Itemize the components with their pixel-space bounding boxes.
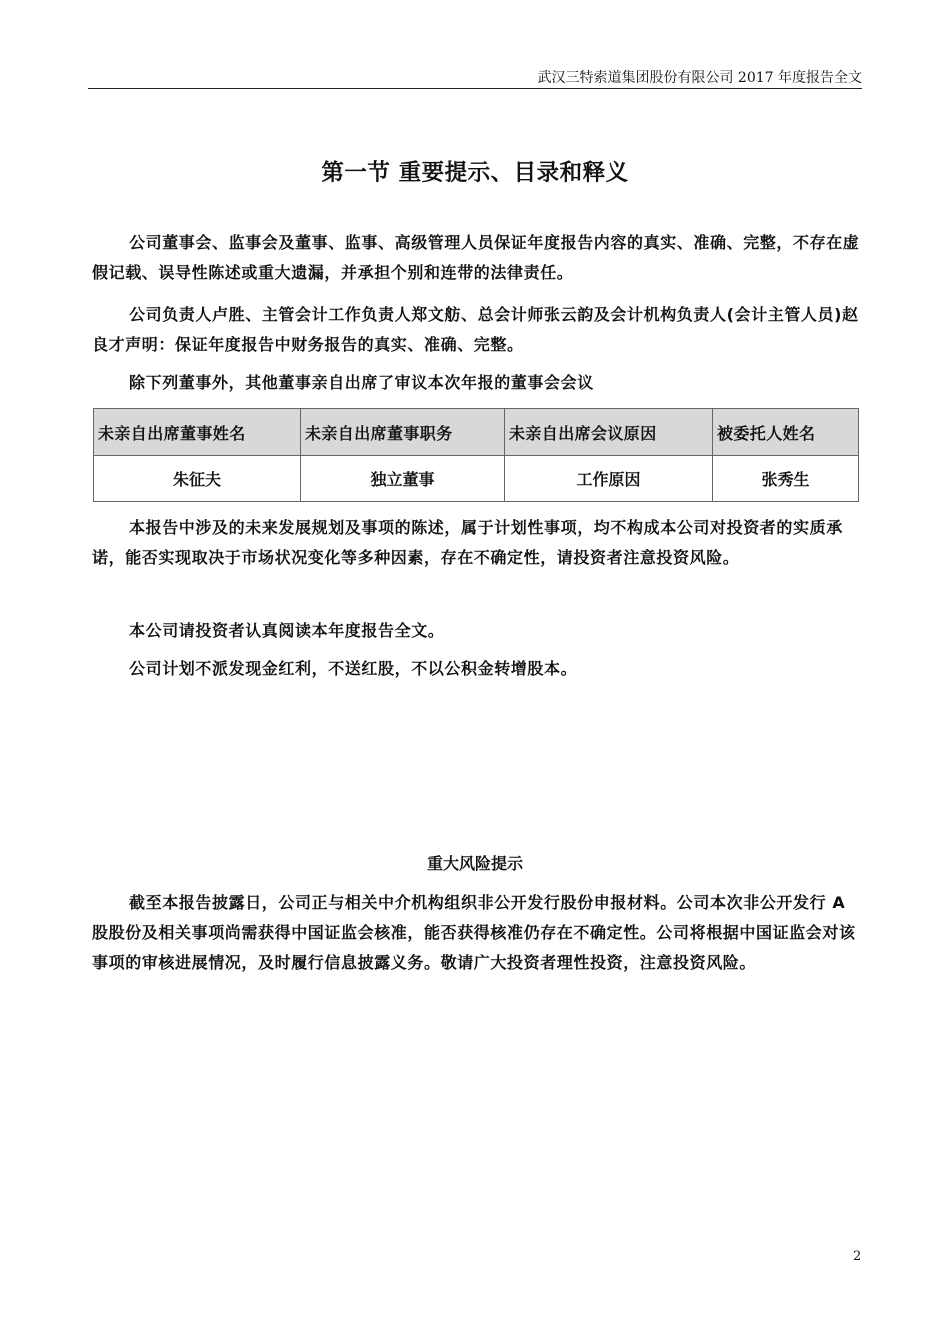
table-header-cell: 未亲自出席会议原因 bbox=[505, 409, 713, 456]
table-header-cell: 未亲自出席董事职务 bbox=[301, 409, 505, 456]
risk-title: 重大风险提示 bbox=[426, 854, 523, 873]
paragraph-dividend-plan: 公司计划不派发现金红利，不送红股，不以公积金转增股本。 bbox=[129, 659, 578, 678]
paragraph-guarantee: 公司董事会、监事会及董事、监事、高级管理人员保证年度报告内容的真实、准确、完整，不存在虚假记载、误导性陈述或重大遗漏，并承担个别和连带的法律责任。 bbox=[92, 233, 860, 282]
table-header-row bbox=[94, 409, 859, 456]
table-cell: 张秀生 bbox=[713, 456, 859, 502]
page-header bbox=[88, 62, 862, 89]
absent-directors-table bbox=[93, 408, 859, 502]
page-number: 2 bbox=[853, 1249, 862, 1264]
table-cell: 朱征夫 bbox=[94, 456, 301, 502]
header-report-title: 武汉三特索道集团股份有限公司 2017 年度报告全文 bbox=[537, 70, 862, 86]
table-header-cell: 被委托人姓名 bbox=[713, 409, 859, 456]
table-header-cell: 未亲自出席董事姓名 bbox=[94, 409, 301, 456]
paragraph-risk: 截至本报告披露日，公司正与相关中介机构组织非公开发行股份申报材料。公司本次非公开发行 A 股股份及相关事项尚需获得中国证监会核准，能否获得核准仍存在不确定性。公司将根据中国证监会对该事项的审核进展情况，及时履行信息披露义务。敬请广大投资者理性投资，注意投资风险。 bbox=[92, 893, 856, 972]
section-title: 第一节 重要提示、目录和释义 bbox=[321, 160, 629, 186]
paragraph-read-full-report: 本公司请投资者认真阅读本年度报告全文。 bbox=[129, 621, 445, 640]
paragraph-forward-looking: 本报告中涉及的未来发展规划及事项的陈述，属于计划性事项，均不构成本公司对投资者的实质承诺，能否实现取决于市场状况变化等多种因素，存在不确定性，请投资者注意投资风险。 bbox=[92, 518, 843, 567]
table-row bbox=[94, 456, 859, 502]
paragraph-responsible-persons: 公司负责人卢胜、主管会计工作负责人郑文舫、总会计师张云韵及会计机构负责人(会计主管人员)赵良才声明：保证年度报告中财务报告的真实、准确、完整。 bbox=[92, 305, 859, 354]
table-cell: 工作原因 bbox=[505, 456, 713, 502]
table-cell: 独立董事 bbox=[301, 456, 505, 502]
paragraph-board-attendance: 除下列董事外，其他董事亲自出席了审议本次年报的董事会会议 bbox=[129, 373, 594, 392]
